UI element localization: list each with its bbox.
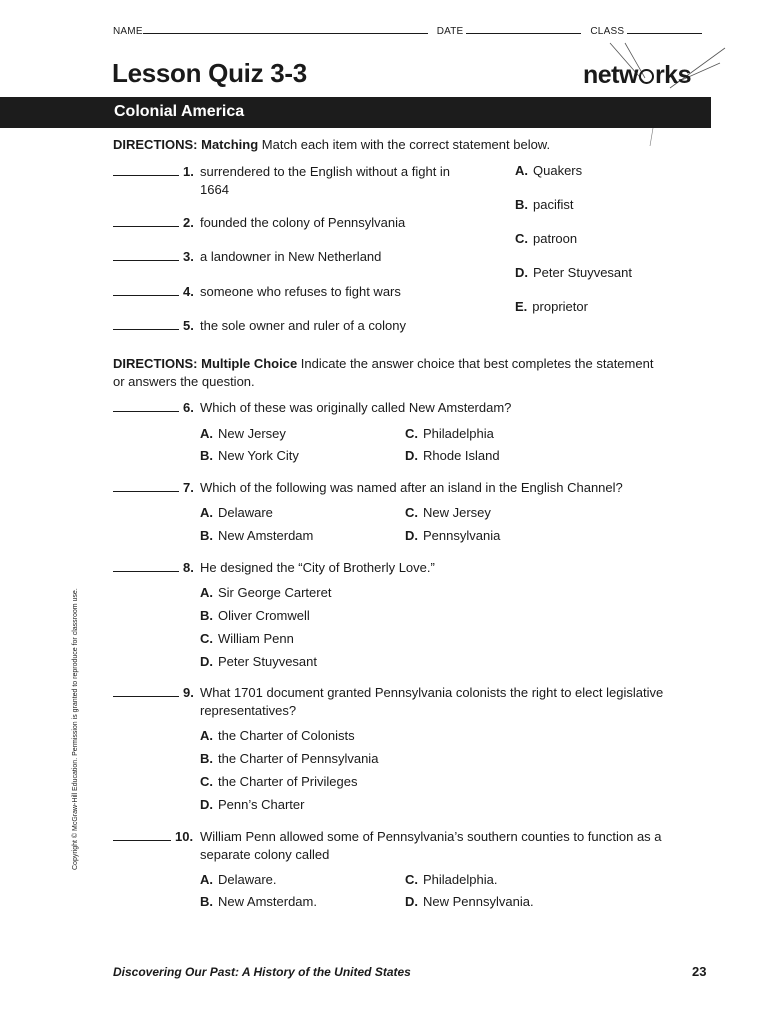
copyright-notice: Copyright © McGraw-Hill Education. Permission is granted to reproduce for classroom use. [72,588,79,870]
student-info-line [113,24,713,37]
answer-blank[interactable] [113,828,171,841]
class-blank[interactable] [627,24,702,34]
question-text: He designed the “City of Brotherly Love.” [200,560,435,575]
matching-answer: B. pacifist [515,197,574,212]
date-label: DATE [436,26,464,37]
logo-circle-icon [639,69,654,84]
answer-option: B. Oliver Cromwell [200,608,310,623]
question-item: 9. [113,684,197,702]
question-item: 10. [113,828,196,846]
answer-blank[interactable] [113,479,179,492]
answer-blank[interactable] [113,283,179,296]
question-text: What 1701 document granted Pennsylvania colonists the right to elect legislative representatives? [200,685,664,718]
name-label: NAME [113,26,143,37]
matching-answer: E. proprietor [515,299,588,314]
answer-option: B. New York City [200,448,299,463]
question-text: Which of these was originally called New Amsterdam? [200,400,512,415]
matching-item-text: surrendered to the English without a fight in 1664 [200,164,451,197]
page-number: 23 [692,964,707,979]
matching-item: 4. [113,283,197,301]
matching-directions: DIRECTIONS: Matching Match each item with the correct statement below. [113,137,551,152]
answer-blank[interactable] [113,248,179,261]
date-blank[interactable] [466,24,581,34]
answer-blank[interactable] [113,163,179,176]
name-blank[interactable] [143,24,428,34]
answer-option: C. Philadelphia. [405,872,498,887]
answer-option: C. the Charter of Privileges [200,774,358,789]
matching-item-text: a landowner in New Netherland [200,249,382,264]
matching-answer: D. Peter Stuyvesant [515,265,632,280]
answer-option: B. New Amsterdam. [200,894,317,909]
class-label: CLASS [590,26,625,37]
matching-item: 2. [113,214,197,232]
logo-decoration-lines [600,38,730,148]
answer-option: C. New Jersey [405,505,491,520]
answer-option: A. Delaware [200,505,273,520]
multiple-choice-directions: DIRECTIONS: Multiple Choice Indicate the answer choice that best completes the statement or answers the question. [113,356,654,389]
answer-option: A. New Jersey [200,426,286,441]
answer-blank[interactable] [113,317,179,330]
book-title: Discovering Our Past: A History of the United States [113,965,411,979]
question-text: William Penn allowed some of Pennsylvania’s southern counties to function as a separate colony called [200,829,662,862]
answer-blank[interactable] [113,399,179,412]
matching-item-text: someone who refuses to fight wars [200,284,401,299]
answer-option: D. New Pennsylvania. [405,894,534,909]
section-banner [0,97,711,128]
matching-answer: C. patroon [515,231,578,246]
matching-answer: A. Quakers [515,163,583,178]
answer-option: B. the Charter of Pennsylvania [200,751,379,766]
answer-option: A. the Charter of Colonists [200,728,355,743]
answer-blank[interactable] [113,559,179,572]
answer-option: D. Penn’s Charter [200,797,305,812]
answer-option: D. Pennsylvania [405,528,501,543]
answer-option: A. Delaware. [200,872,277,887]
networks-logo: netw rks [583,61,691,89]
answer-blank[interactable] [113,684,179,697]
question-item: 7. [113,479,197,497]
page-title: Lesson Quiz 3-3 [112,58,307,88]
answer-option: D. Rhode Island [405,448,500,463]
question-item: 6. [113,399,197,417]
matching-item-text: the sole owner and ruler of a colony [200,318,406,333]
section-title: Colonial America [114,103,245,120]
question-text: Which of the following was named after an island in the English Channel? [200,480,623,495]
answer-option: C. William Penn [200,631,294,646]
answer-option: C. Philadelphia [405,426,494,441]
matching-item: 1. [113,163,197,181]
answer-option: A. Sir George Carteret [200,585,332,600]
question-item: 8. [113,559,197,577]
answer-option: D. Peter Stuyvesant [200,654,317,669]
answer-blank[interactable] [113,214,179,227]
matching-item: 5. [113,317,197,335]
matching-item: 3. [113,248,197,266]
matching-item-text: founded the colony of Pennsylvania [200,215,406,230]
answer-option: B. New Amsterdam [200,528,314,543]
